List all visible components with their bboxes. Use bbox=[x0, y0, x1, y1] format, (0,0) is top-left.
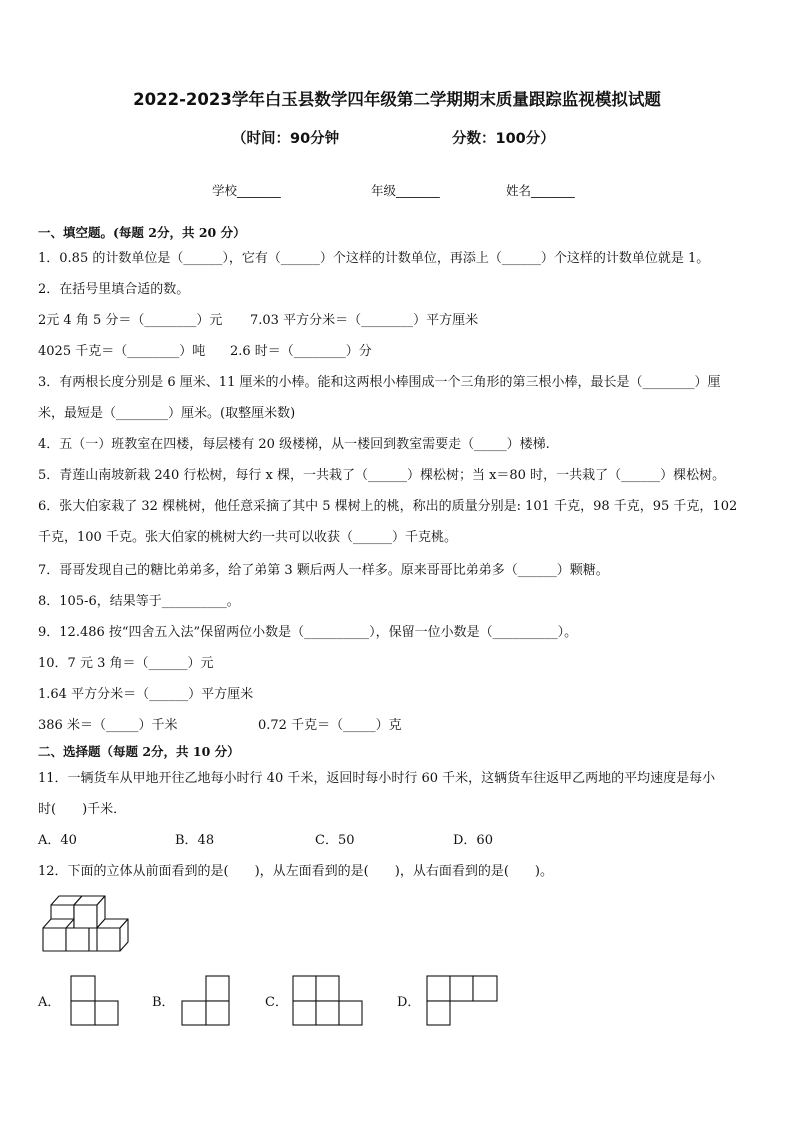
section1-heading: 一、填空题。(每题 2分，共 20 分） bbox=[38, 225, 246, 240]
option-b-view-icon bbox=[181, 975, 231, 1027]
q2-item-b: 7.03 平方分米＝（________）平方厘米 bbox=[250, 313, 479, 328]
option-d-view-icon bbox=[426, 975, 500, 1027]
q10-item-c: 386 米＝（_____）千米 bbox=[38, 718, 178, 733]
q11-option-c: C．50 bbox=[315, 833, 355, 848]
question-7: 7．哥哥发现自己的糖比弟弟多，给了弟第 3 颗后两人一样多。原来哥哥比弟弟多（______）颗糖。 bbox=[38, 563, 609, 578]
school-field: 学校_______ bbox=[212, 183, 281, 198]
grade-field: 年级_______ bbox=[371, 183, 440, 198]
q2-item-a: 2元 4 角 5 分＝（________）元 bbox=[38, 313, 223, 328]
q12-option-d: D． bbox=[397, 995, 421, 1010]
q11-option-b: B．48 bbox=[175, 833, 215, 848]
question-9: 9．12.486 按“四舍五入法”保留两位小数是（__________），保留一位小数是（__________）。 bbox=[38, 625, 578, 640]
q12-option-a: A． bbox=[38, 995, 61, 1010]
question-5: 5．青莲山南坡新栽 240 行松树，每行 x 棵，一共栽了（______）棵松树；当 x＝80 时，一共栽了（______）棵松树。 bbox=[38, 468, 726, 483]
question-3-line2: 米，最短是（________）厘米。(取整厘米数) bbox=[38, 406, 296, 421]
q11-option-d: D．60 bbox=[453, 833, 493, 848]
name-field: 姓名_______ bbox=[506, 183, 575, 198]
q12-option-b: B． bbox=[152, 995, 175, 1010]
page-title: 2022-2023学年白玉县数学四年级第二学期期末质量跟踪监视模拟试题 bbox=[133, 90, 661, 109]
question-10: 10．7 元 3 角＝（______）元 bbox=[38, 656, 214, 671]
question-3-line1: 3．有两根长度分别是 6 厘米、11 厘米的小棒。能和这两根小棒围成一个三角形的第三根小棒，最长是（________）厘 bbox=[38, 375, 721, 390]
question-2: 2．在括号里填合适的数。 bbox=[38, 282, 190, 297]
question-6-line1: 6．张大伯家栽了 32 棵桃树，他任意采摘了其中 5 棵树上的桃，称出的质量分别是: 101 千克，98 千克，95 千克，102 bbox=[38, 499, 738, 514]
q2-item-c: 4025 千克＝（________）吨 bbox=[38, 344, 206, 359]
question-6-line2: 千克，100 千克。张大伯家的桃树大约一共可以收获（______）千克桃。 bbox=[38, 530, 457, 545]
cube-stack-figure bbox=[40, 893, 134, 959]
q11-option-a: A．40 bbox=[38, 833, 77, 848]
time-label: （时间：90分钟 bbox=[232, 131, 340, 147]
q10-item-d: 0.72 千克＝（_____）克 bbox=[258, 718, 402, 733]
question-1: 1．0.85 的计数单位是（______），它有（______）个这样的计数单位，再添上（______）个这样的计数单位就是 1。 bbox=[38, 251, 710, 266]
question-11-line1: 11．一辆货车从甲地开往乙地每小时行 40 千米，返回时每小时行 60 千米，这辆货车往返甲乙两地的平均速度是每小 bbox=[38, 771, 716, 786]
option-a-view-icon bbox=[70, 975, 120, 1027]
q10-item-b: 1.64 平方分米＝（______）平方厘米 bbox=[38, 687, 254, 702]
q2-item-d: 2.6 时＝（________）分 bbox=[230, 344, 372, 359]
section2-heading: 二、选择题（每题 2分，共 10 分） bbox=[38, 744, 240, 759]
question-8: 8．105-6，结果等于__________。 bbox=[38, 594, 240, 609]
q12-option-c: C． bbox=[265, 995, 288, 1010]
question-12: 12．下面的立体从前面看到的是( )，从左面看到的是( )，从右面看到的是( )。 bbox=[38, 864, 553, 879]
question-4: 4．五（一）班教室在四楼，每层楼有 20 级楼梯，从一楼回到教室需要走（_____）楼梯. bbox=[38, 437, 550, 452]
option-c-view-icon bbox=[292, 975, 365, 1027]
question-11-line2: 时( )千米． bbox=[38, 802, 127, 817]
score-label: 分数：100分） bbox=[452, 131, 555, 147]
